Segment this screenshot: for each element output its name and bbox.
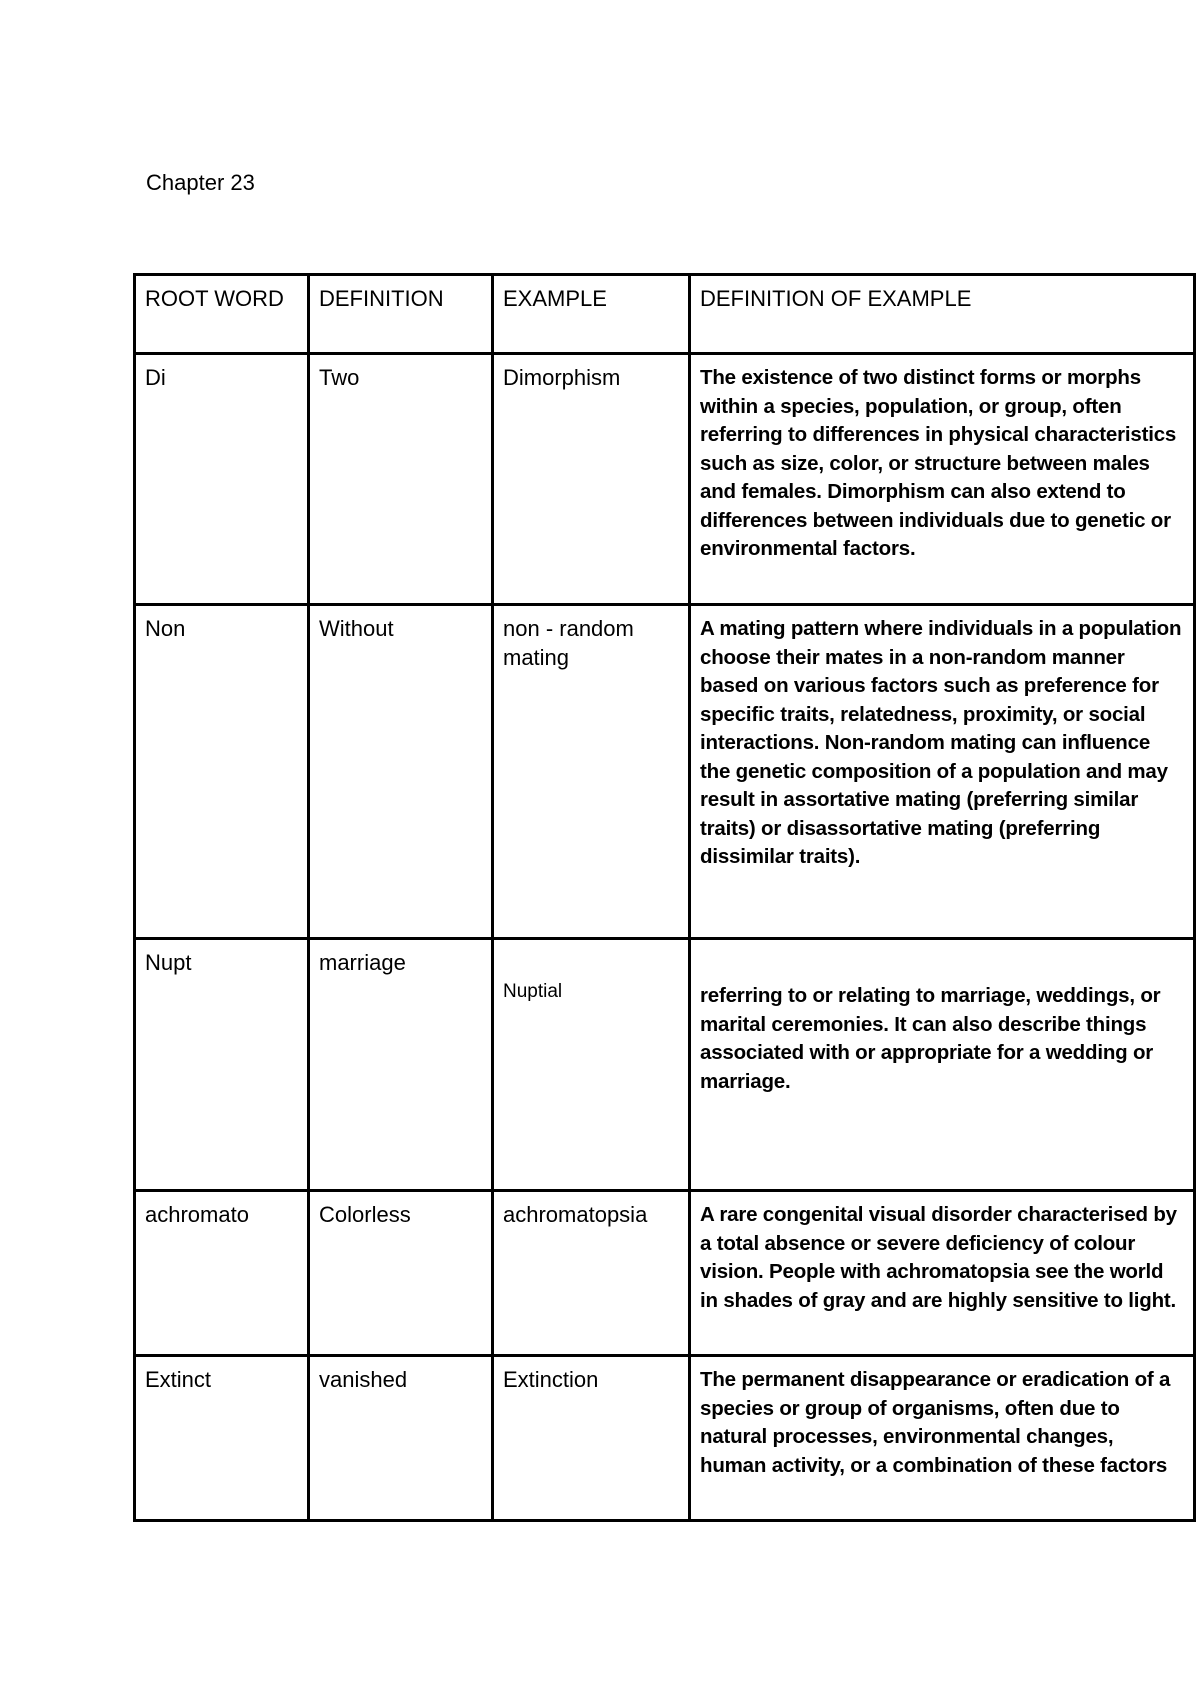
- cell-definition: vanished: [309, 1356, 493, 1521]
- header-example: EXAMPLE: [493, 275, 690, 354]
- header-definition: DEFINITION: [309, 275, 493, 354]
- cell-definition: Colorless: [309, 1191, 493, 1356]
- table-row: [135, 605, 1195, 939]
- cell-definition-of-example: A rare congenital visual disorder characterised by a total absence or severe deficiency of colour vision. People with achromatopsia see the world in shades of gray and are highly sensitive to light.: [690, 1191, 1195, 1356]
- cell-definition: Without: [309, 605, 493, 939]
- cell-example: non - random mating: [493, 605, 690, 939]
- cell-root: achromato: [135, 1191, 309, 1356]
- cell-root: Non: [135, 605, 309, 939]
- cell-definition-of-example: The existence of two distinct forms or morphs within a species, population, or group, often referring to differences in physical characteristics such as size, color, or structure between males and females. Dimorphism can also extend to differences between individuals due to genetic or environmental factors.: [690, 354, 1195, 605]
- cell-example: Nuptial: [493, 939, 690, 1191]
- header-root-word: ROOT WORD: [135, 275, 309, 354]
- cell-definition-of-example: A mating pattern where individuals in a population choose their mates in a non-random manner based on various factors such as preference for specific traits, relatedness, proximity, or social interactions. Non-random mating can influence the genetic composition of a population and may result in assortative mating (preferring similar traits) or disassortative mating (preferring dissimilar traits).: [690, 605, 1195, 939]
- table-row: [135, 1356, 1195, 1521]
- cell-example: Extinction: [493, 1356, 690, 1521]
- table-row: [135, 939, 1195, 1191]
- cell-definition: Two: [309, 354, 493, 605]
- cell-root: Nupt: [135, 939, 309, 1191]
- table-row: [135, 1191, 1195, 1356]
- cell-example: Dimorphism: [493, 354, 690, 605]
- cell-definition-of-example: referring to or relating to marriage, weddings, or marital ceremonies. It can also describe things associated with or appropriate for a wedding or marriage.: [690, 939, 1195, 1191]
- cell-example: achromatopsia: [493, 1191, 690, 1356]
- table-row: [135, 354, 1195, 605]
- cell-definition: marriage: [309, 939, 493, 1191]
- table-header-row: [135, 275, 1195, 354]
- cell-root: Di: [135, 354, 309, 605]
- cell-root: Extinct: [135, 1356, 309, 1521]
- header-definition-of-example: DEFINITION OF EXAMPLE: [690, 275, 1195, 354]
- root-word-table: [133, 273, 1196, 1522]
- page-title: Chapter 23: [146, 170, 255, 195]
- cell-definition-of-example: The permanent disappearance or eradication of a species or group of organisms, often due to natural processes, environmental changes, human activity, or a combination of these factors: [690, 1356, 1195, 1521]
